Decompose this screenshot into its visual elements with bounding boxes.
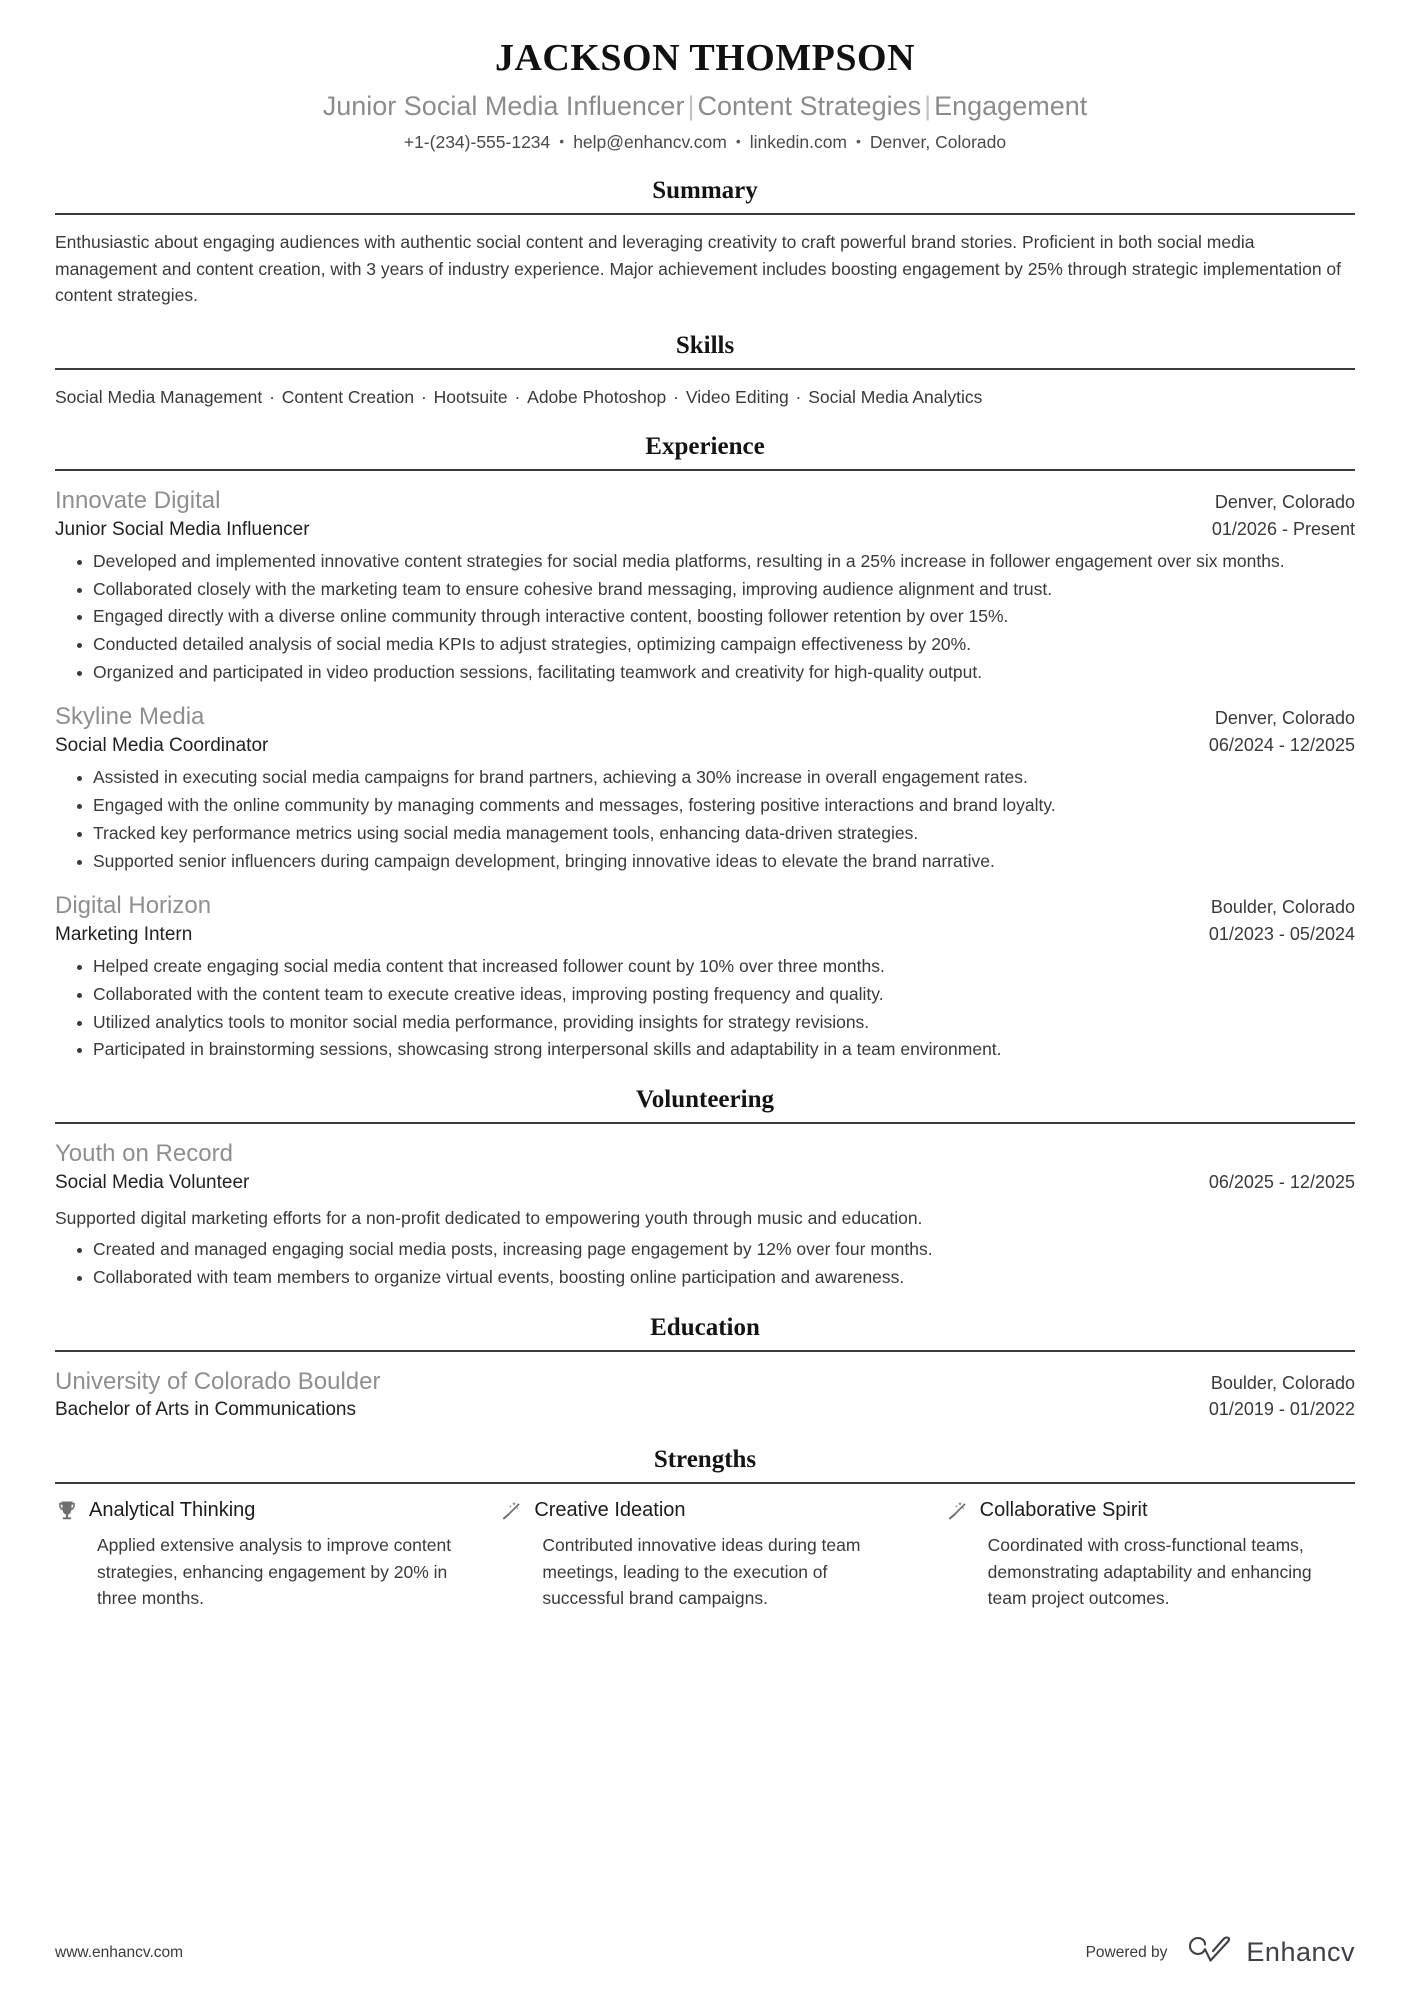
- entry-bullet-item: Supported senior influencers during campaign development, bringing innovative ideas to elevate the brand narrative.: [81, 849, 1355, 875]
- summary-text: Enthusiastic about engaging audiences with authentic social content and leveraging creativity to craft powerful brand stories. Proficient in both social media management and content creation, with 3 years of industry experience. Major achievement includes boosting engagement by 25% through strategic implementation of content strategies.: [55, 231, 1342, 306]
- headline-separator-1: |: [687, 90, 695, 121]
- strength-item: [500, 1498, 909, 1611]
- entry-bullet-item: Assisted in executing social media campaigns for brand partners, achieving a 30% increase in overall engagement rates.: [81, 765, 1355, 791]
- footer-website-url[interactable]: www.enhancv.com: [55, 1943, 184, 1961]
- entry-bullet-list: [55, 549, 1355, 686]
- entry-role-title: Social Media Coordinator: [55, 735, 269, 757]
- entry-bullet-item: Engaged with the online community by managing comments and messages, fostering positive interactions and brand loyalty.: [81, 793, 1355, 819]
- entry-header-row: [55, 701, 1355, 733]
- entry-bullet-item: Collaborated with the content team to execute creative ideas, improving posting frequency and quality.: [81, 982, 1355, 1008]
- entry-description: Supported digital marketing efforts for a non-profit dedicated to empowering youth through music and education.: [55, 1207, 923, 1228]
- skill-item: Social Media Management: [55, 386, 263, 407]
- section-title-skills: Skills: [675, 331, 735, 359]
- professional-headline: [55, 90, 1355, 122]
- section-education: [55, 1313, 1355, 1424]
- volunteering-entry-list: [55, 1138, 1355, 1291]
- section-title-volunteering: Volunteering: [636, 1085, 774, 1113]
- contact-phone: +1-(234)-555-1234: [403, 132, 551, 153]
- entry-bullet-list: [55, 765, 1355, 874]
- entry-role-title: Social Media Volunteer: [55, 1171, 250, 1193]
- strengths-grid: [55, 1498, 1355, 1611]
- entry-location: Boulder, Colorado: [1210, 1372, 1355, 1393]
- entry-subheader-row: [55, 517, 1355, 543]
- entry-header-row: [55, 1138, 1355, 1170]
- entry-date-range: 06/2024 - 12/2025: [1208, 735, 1355, 756]
- skill-separator: ·: [509, 386, 526, 407]
- resume-header: [55, 30, 1355, 154]
- enhancv-logo-icon: [1183, 1936, 1235, 1969]
- strength-title: Analytical Thinking: [89, 1499, 256, 1522]
- entry-organization: Skyline Media: [55, 703, 205, 731]
- skill-separator: ·: [264, 386, 280, 407]
- entry-bullet-item: Collaborated with team members to organize virtual events, boosting online participation and awareness.: [81, 1265, 1355, 1291]
- entry-date-range: 01/2026 - Present: [1211, 518, 1355, 539]
- skill-item: Video Editing: [685, 386, 789, 407]
- entry-date-range: 06/2025 - 12/2025: [1208, 1171, 1355, 1192]
- entry-bullet-item: Collaborated closely with the marketing team to ensure cohesive brand messaging, improving audience alignment and trust.: [81, 577, 1355, 603]
- strength-title: Creative Ideation: [534, 1499, 686, 1522]
- contact-separator: •: [735, 133, 741, 150]
- contact-email[interactable]: help@enhancv.com: [573, 132, 727, 153]
- entry-bullet-item: Organized and participated in video production sessions, facilitating teamwork and creativity for high-quality output.: [81, 660, 1355, 686]
- skills-list: [55, 384, 1355, 410]
- enhancv-brand: [1183, 1936, 1355, 1969]
- strength-title: Collaborative Spirit: [979, 1499, 1148, 1522]
- volunteering-entry: [55, 1138, 1355, 1291]
- entry-date-range: 01/2023 - 05/2024: [1208, 923, 1355, 944]
- section-divider: [55, 213, 1355, 215]
- entry-bullet-list: [55, 1237, 1355, 1290]
- entry-header-row: [55, 1366, 1355, 1398]
- entry-bullet-item: Engaged directly with a diverse online community through interactive content, boosting follower retention by over 15%.: [81, 604, 1355, 630]
- experience-entry: [55, 485, 1355, 685]
- headline-separator-2: |: [924, 90, 932, 121]
- entry-location: Boulder, Colorado: [1210, 897, 1355, 918]
- entry-bullet-item: Helped create engaging social media content that increased follower count by 10% over three months.: [81, 954, 1355, 980]
- enhancv-brand-name: Enhancv: [1246, 1937, 1355, 1967]
- strength-header: [500, 1498, 909, 1523]
- contact-line: [55, 131, 1355, 154]
- magic-wand-icon: [946, 1499, 970, 1523]
- entry-bullet-item: Participated in brainstorming sessions, showcasing strong interpersonal skills and adaptability in a team environment.: [81, 1037, 1355, 1063]
- entry-role-title: Bachelor of Arts in Communications: [55, 1399, 356, 1421]
- entry-header-row: [55, 485, 1355, 517]
- entry-organization: Digital Horizon: [55, 892, 212, 920]
- entry-bullet-item: Developed and implemented innovative content strategies for social media platforms, resulting in a 25% increase in follower engagement over six months.: [81, 549, 1355, 575]
- entry-subheader-row: [55, 1170, 1355, 1196]
- strength-item: [946, 1498, 1355, 1611]
- section-divider: [55, 1122, 1355, 1124]
- section-skills: [55, 331, 1355, 410]
- contact-separator: •: [856, 133, 861, 150]
- entry-bullet-item: Conducted detailed analysis of social media KPIs to adjust strategies, optimizing campaign effectiveness by 20%.: [81, 632, 1355, 658]
- headline-part-3: Engagement: [934, 90, 1088, 121]
- section-strengths: [55, 1445, 1355, 1611]
- entry-organization: University of Colorado Boulder: [55, 1367, 381, 1395]
- powered-by-label: Powered by: [1085, 1943, 1168, 1961]
- headline-part-1: Junior Social Media Influencer: [322, 90, 685, 121]
- skill-item: Adobe Photoshop: [527, 386, 667, 407]
- strength-item: [55, 1498, 464, 1611]
- entry-bullet-item: Utilized analytics tools to monitor social media performance, providing insights for strategy revisions.: [81, 1010, 1355, 1036]
- section-title-education: Education: [650, 1313, 760, 1341]
- skill-item: Content Creation: [281, 386, 415, 407]
- strength-description: Contributed innovative ideas during team meetings, leading to the execution of successful brand campaigns.: [542, 1535, 861, 1608]
- section-divider: [55, 1482, 1355, 1484]
- entry-subheader-row: [55, 1397, 1355, 1423]
- entry-header-row: [55, 890, 1355, 922]
- skill-item: Social Media Analytics: [808, 386, 983, 407]
- full-name: JACKSON THOMPSON: [494, 37, 916, 79]
- entry-subheader-row: [55, 733, 1355, 759]
- trophy-icon: [55, 1499, 79, 1523]
- entry-bullet-item: Tracked key performance metrics using social media management tools, enhancing data-driven strategies.: [81, 821, 1355, 847]
- contact-separator: •: [559, 133, 565, 150]
- experience-entry: [55, 890, 1355, 1063]
- entry-role-title: Marketing Intern: [55, 923, 193, 945]
- page-footer: [55, 1936, 1355, 1969]
- experience-entry-list: [55, 485, 1355, 1063]
- entry-bullet-item: Created and managed engaging social media posts, increasing page engagement by 12% over four months.: [81, 1237, 1355, 1263]
- section-divider: [55, 368, 1355, 370]
- magic-wand-icon: [500, 1499, 524, 1523]
- entry-date-range: 01/2019 - 01/2022: [1208, 1399, 1355, 1420]
- section-divider: [55, 1350, 1355, 1352]
- strength-description: Coordinated with cross-functional teams, demonstrating adaptability and enhancing team project outcomes.: [987, 1535, 1312, 1608]
- entry-location: Denver, Colorado: [1214, 491, 1355, 512]
- education-entry-list: [55, 1366, 1355, 1424]
- section-title-summary: Summary: [652, 176, 758, 204]
- section-title-strengths: Strengths: [653, 1446, 757, 1474]
- education-entry: [55, 1366, 1355, 1424]
- entry-organization: Innovate Digital: [55, 486, 221, 514]
- footer-branding: [1086, 1936, 1355, 1969]
- strength-description: Applied extensive analysis to improve content strategies, enhancing engagement by 20% in three months.: [97, 1535, 452, 1608]
- contact-linkedin[interactable]: linkedin.com: [749, 132, 848, 153]
- entry-organization: Youth on Record: [55, 1139, 233, 1167]
- strength-header: [55, 1498, 464, 1523]
- skill-separator: ·: [416, 386, 432, 407]
- section-volunteering: [55, 1085, 1355, 1291]
- entry-subheader-row: [55, 922, 1355, 948]
- entry-role-title: Junior Social Media Influencer: [55, 518, 310, 540]
- section-summary: [55, 176, 1355, 309]
- skill-separator: ·: [668, 386, 684, 407]
- entry-location: Denver, Colorado: [1214, 708, 1355, 729]
- section-title-experience: Experience: [645, 432, 765, 460]
- section-experience: [55, 432, 1355, 1063]
- skill-separator: ·: [790, 386, 807, 407]
- entry-bullet-list: [55, 954, 1355, 1063]
- strength-header: [946, 1498, 1355, 1523]
- section-divider: [55, 469, 1355, 471]
- contact-location: Denver, Colorado: [869, 132, 1007, 153]
- headline-part-2: Content Strategies: [697, 90, 922, 121]
- experience-entry: [55, 701, 1355, 874]
- skill-item: Hootsuite: [433, 386, 508, 407]
